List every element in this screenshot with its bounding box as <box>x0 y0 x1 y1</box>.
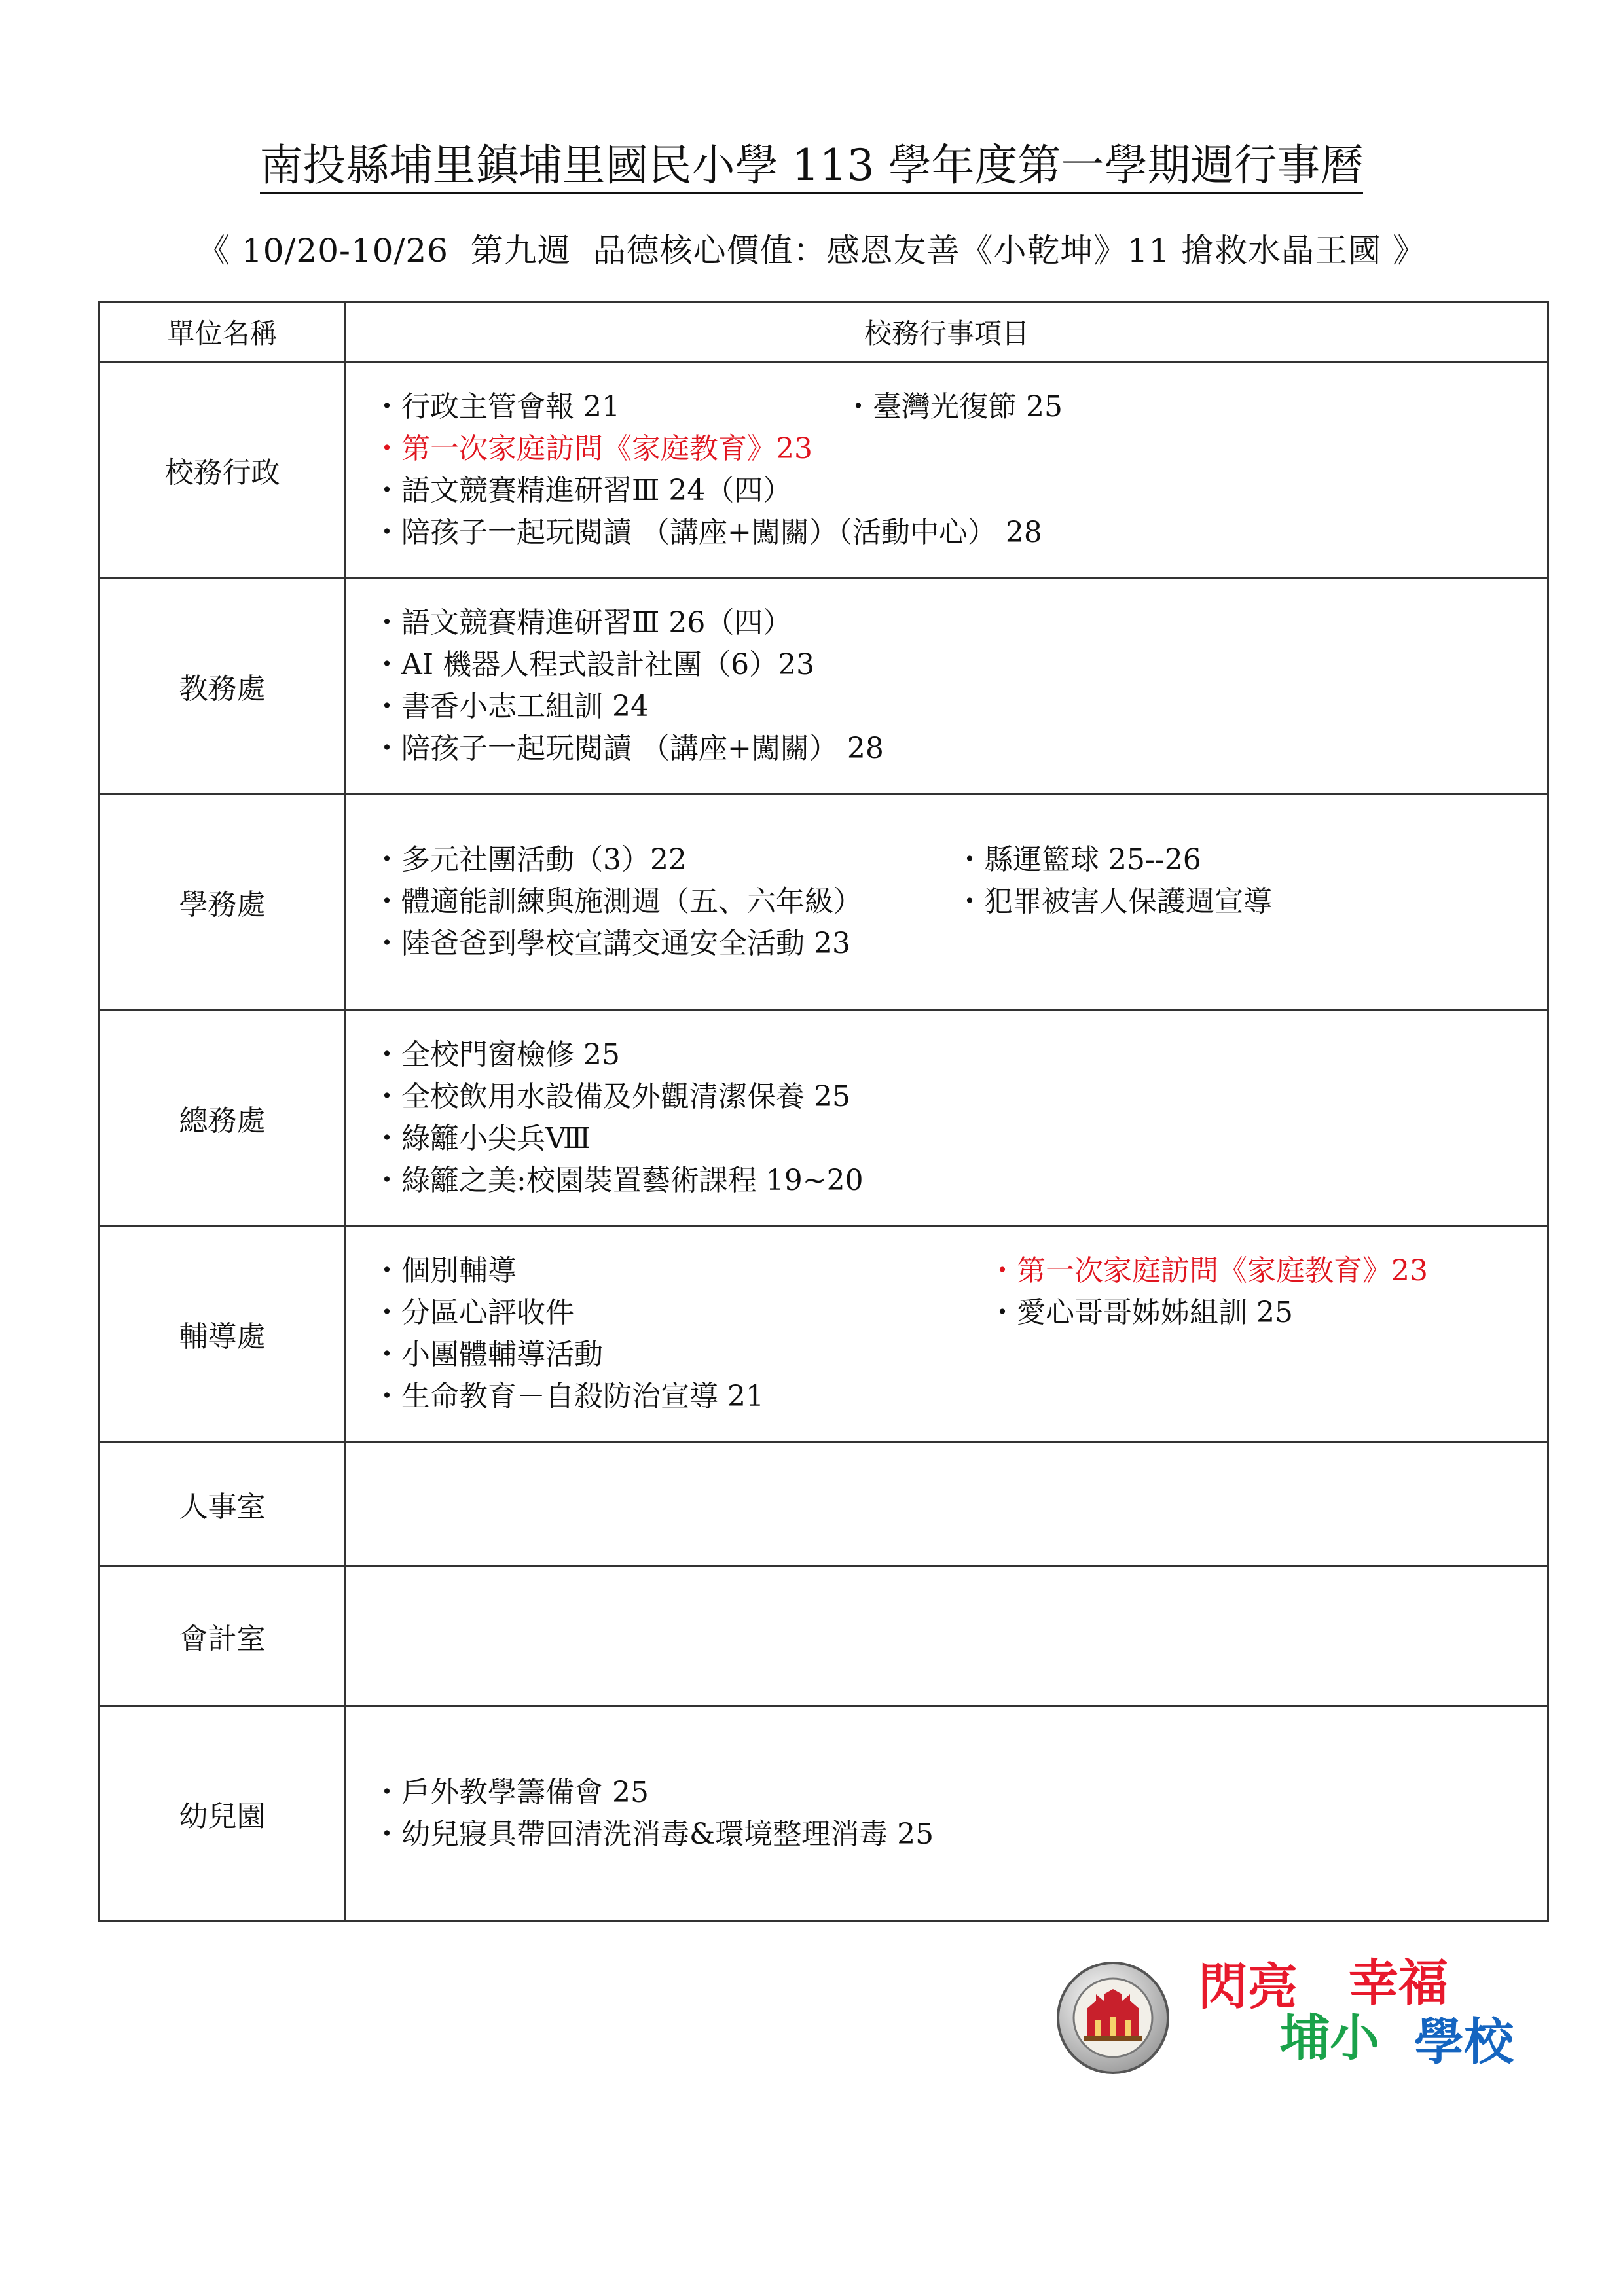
items-cell <box>346 362 1548 578</box>
list-item: ・ 陪孩子一起玩閱讀 （講座+闖關）（活動中心） 28 <box>373 512 844 554</box>
logo-word-2: 幸福 <box>1349 1954 1448 2012</box>
list-item: ・ 綠籬小尖兵Ⅷ <box>373 1118 1547 1160</box>
list-item: ・ 體適能訓練與施測週（五、六年級） <box>373 881 955 923</box>
list-item: ・ 愛心哥哥姊姊組訓 25 <box>988 1292 1547 1334</box>
list-item: ・ 犯罪被害人保護週宣導 <box>955 881 1547 923</box>
list-item: ・ 行政主管會報 21 <box>373 386 844 428</box>
list-item: ・ 戶外教學籌備會 25 <box>373 1772 1547 1814</box>
table-row <box>100 578 1548 794</box>
header-unit: 單位名稱 <box>100 302 346 362</box>
list-item: ・ 縣運籃球 25--26 <box>955 839 1547 881</box>
list-item: ・ 第一次家庭訪問《家庭教育》23 <box>988 1250 1547 1292</box>
list-item: ・ 綠籬之美:校園裝置藝術課程 19~20 <box>373 1160 1547 1202</box>
items-cell <box>346 794 1548 1010</box>
logo-word-1: 閃亮 <box>1198 1958 1298 2016</box>
list-item: ・ 幼兒寢具帶回清洗消毒&環境整理消毒 25 <box>373 1814 1547 1856</box>
table-header-row <box>100 302 1548 362</box>
unit-name: 學務處 <box>100 794 346 1010</box>
unit-name: 總務處 <box>100 1010 346 1226</box>
table-row <box>100 794 1548 1010</box>
list-item: ・ 生命教育－自殺防治宣導 21 <box>373 1376 988 1418</box>
items-cell <box>346 1706 1548 1921</box>
unit-name: 會計室 <box>100 1566 346 1706</box>
weekly-calendar-table <box>98 301 1549 1922</box>
school-seal-icon <box>1055 1960 1171 2075</box>
table-row <box>100 1706 1548 1921</box>
unit-name: 輔導處 <box>100 1226 346 1442</box>
table-row <box>100 1226 1548 1442</box>
items-cell <box>346 578 1548 794</box>
unit-name: 教務處 <box>100 578 346 794</box>
list-item: ・ 個別輔導 <box>373 1250 988 1292</box>
header-items: 校務行事項目 <box>346 302 1548 362</box>
unit-name: 校務行政 <box>100 362 346 578</box>
logo-word-3: 埔小 <box>1280 2009 1379 2067</box>
items-cell <box>346 1226 1548 1442</box>
list-item: ・ 臺灣光復節 25 <box>844 386 1547 428</box>
logo-word-4: 學校 <box>1414 2013 1514 2071</box>
list-item: ・ 多元社團活動（3）22 <box>373 839 955 881</box>
list-item: ・ 全校飲用水設備及外觀清潔保養 25 <box>373 1076 1547 1118</box>
list-item: ・ AI 機器人程式設計社團（6）23 <box>373 644 1547 686</box>
items-cell <box>346 1566 1548 1706</box>
unit-name: 幼兒園 <box>100 1706 346 1921</box>
table-row <box>100 1442 1548 1566</box>
table-row <box>100 1566 1548 1706</box>
school-logo <box>1055 1954 1533 2088</box>
items-cell <box>346 1010 1548 1226</box>
unit-name: 人事室 <box>100 1442 346 1566</box>
table-row <box>100 362 1548 578</box>
list-item: ・ 小團體輔導活動 <box>373 1334 988 1376</box>
table-row <box>100 1010 1548 1226</box>
list-item: ・ 陸爸爸到學校宣講交通安全活動 23 <box>373 923 955 965</box>
list-item: ・ 語文競賽精進研習Ⅲ 24（四） <box>373 470 844 512</box>
list-item: ・ 語文競賽精進研習Ⅲ 26（四） <box>373 602 1547 644</box>
page-title: 南投縣埔里鎮埔里國民小學 113 學年度第一學期週行事曆 <box>0 136 1623 195</box>
items-cell <box>346 1442 1548 1566</box>
list-item: ・ 第一次家庭訪問《家庭教育》23 <box>373 428 844 470</box>
list-item: ・ 全校門窗檢修 25 <box>373 1034 1547 1076</box>
list-item: ・ 書香小志工組訓 24 <box>373 686 1547 728</box>
week-subtitle: 《 10/20-10/26 第九週 品德核心價值：感恩友善《小乾坤》11 搶救水晶王國 》 <box>197 232 1426 270</box>
list-item: ・ 分區心評收件 <box>373 1292 988 1334</box>
list-item: ・ 陪孩子一起玩閱讀 （講座+闖關） 28 <box>373 728 1547 770</box>
